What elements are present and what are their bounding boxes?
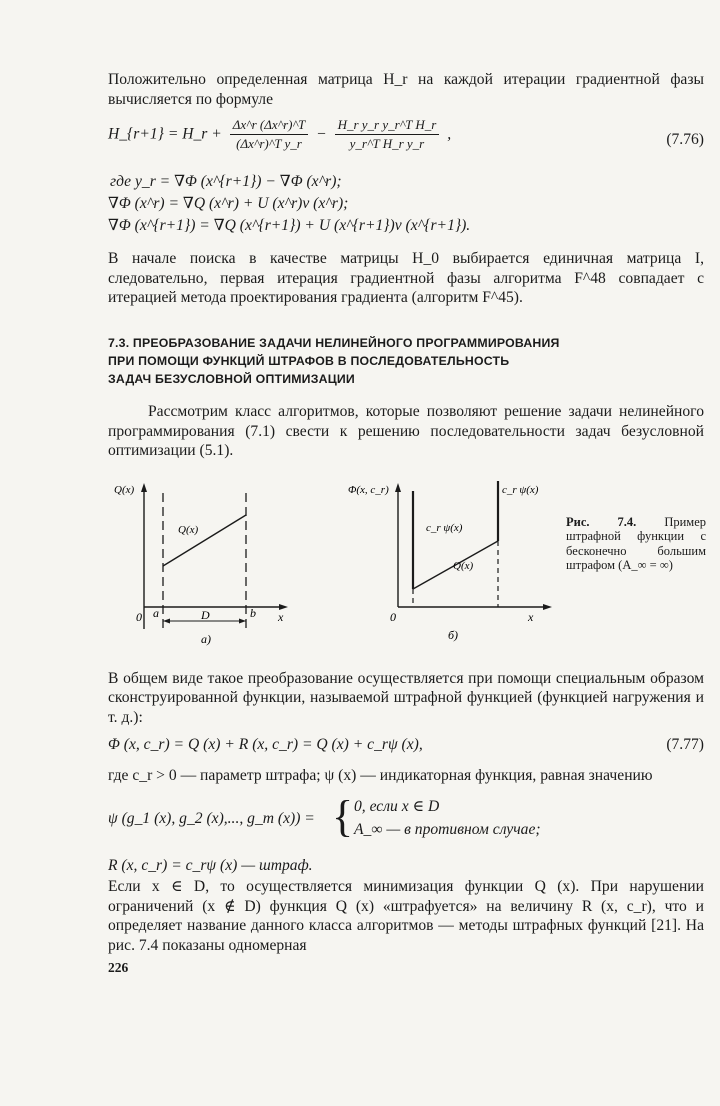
psi-case-1: 0, если x ∈ D	[354, 798, 440, 816]
panel-a-ylabel: Q(x)	[114, 483, 135, 496]
consider-paragraph: Рассмотрим класс алгоритмов, которые позволяют решение задачи нелинейного программирования (7.1) свести к решению последовательности задач безусловной оптимизации (5.1).	[108, 402, 704, 460]
where-line-3: ∇Φ (x^{r+1}) = ∇Q (x^{r+1}) + U (x^{r+1})v (x^{r+1}).	[108, 217, 471, 235]
formula-fraction-1	[230, 117, 309, 152]
formula-minus: −	[316, 125, 327, 143]
panel-a-sublabel: а)	[201, 631, 211, 646]
intro-paragraph: Положительно определенная матрица H_r на каждой итерации градиентной фазы вычисляется по формуле	[108, 71, 704, 108]
figure-caption	[566, 515, 706, 573]
panel-b-right-label: c_r ψ(x)	[502, 483, 539, 496]
parameter-paragraph: где c_r > 0 — параметр штрафа; ψ (x) — индикаторная функция, равная значению	[108, 766, 653, 784]
book-page	[108, 66, 707, 976]
general-paragraph: В общем виде такое преобразование осуществляется при помощи специальным образом сконструированной функции, называемой штрафной функцией (функцией нагружения и т. д.):	[108, 669, 704, 726]
figure-7-4-graphics	[108, 479, 558, 659]
panel-a	[114, 483, 288, 646]
psi-lhs: ψ (g_1 (x), g_2 (x),..., g_m (x)) =	[108, 810, 315, 828]
equation-number-7-76: (7.76)	[666, 131, 704, 149]
where-line-2: ∇Φ (x^r) = ∇Q (x^r) + U (x^r)v (x^r);	[108, 195, 349, 213]
panel-b-sublabel: б)	[448, 627, 459, 642]
where-block	[108, 171, 704, 237]
formula-tail: ,	[447, 125, 452, 143]
psi-case-2: A_∞ — в противном случае;	[354, 821, 541, 839]
panel-a-interval-arrow-left	[163, 618, 170, 623]
caption-label: Рис. 7.4.	[566, 514, 637, 529]
search-start-paragraph: В начале поиска в качестве матрицы H_0 выбирается единичная матрица I, следовательно, первая итерация градиентной фазы алгоритма F^48 совпадает с итерацией метода проектирования градиента (алгоритм F^45).	[108, 250, 704, 307]
psi-brace: {	[332, 792, 354, 842]
where-line-1: где y_r = ∇Φ (x^{r+1}) − ∇Φ (x^r);	[110, 173, 342, 191]
fraction-1-denominator: (Δx^r)^T y_r	[236, 136, 302, 152]
panel-b-curve-label: Q(x)	[453, 559, 474, 572]
fraction-2-numerator: H_r y_r y_r^T H_r	[335, 117, 440, 135]
fraction-1-numerator: Δx^r (Δx^r)^T	[230, 117, 309, 135]
formula-7-77-text: Φ (x, c_r) = Q (x) + R (x, c_r) = Q (x) + c_rψ (x),	[108, 735, 423, 753]
formula-fraction-2	[335, 117, 440, 152]
panel-a-tick-b: b	[250, 605, 256, 620]
penalty-line: R (x, c_r) = c_rψ (x) — штраф.	[108, 857, 313, 875]
panel-b-y-arrow	[395, 483, 401, 492]
formula-lhs: H_{r+1} = H_r +	[108, 125, 222, 143]
final-paragraph: Если x ∈ D, то осуществляется минимизация функции Q (x). При нарушении ограничений (x ∉ D) функция Q (x) «штрафуется» на величину R (x, c_r), что и определяет название данного класса алгоритмов — методы штрафных функций [21]. На рис. 7.4 показаны одномерная	[108, 878, 704, 954]
heading-line-1: 7.3. ПРЕОБРАЗОВАНИЕ ЗАДАЧИ НЕЛИНЕЙНОГО ПРОГРАММИРОВАНИЯ	[108, 335, 560, 350]
section-heading	[108, 334, 704, 388]
panel-b-tick-x: x	[528, 609, 534, 624]
panel-b	[348, 481, 552, 642]
figure-7-4	[108, 479, 707, 659]
panel-a-y-arrow	[141, 483, 147, 492]
panel-b-tick-0: 0	[390, 609, 396, 624]
heading-line-2: ПРИ ПОМОЩИ ФУНКЦИЙ ШТРАФОВ В ПОСЛЕДОВАТЕЛЬНОСТЬ	[108, 353, 510, 368]
panel-a-tick-0: 0	[136, 609, 142, 624]
psi-definition	[108, 792, 704, 847]
formula-7-77	[108, 736, 704, 758]
panel-b-left-label: c_r ψ(x)	[426, 521, 463, 534]
panel-a-curve	[163, 515, 246, 566]
panel-a-interval-label: D	[201, 607, 210, 622]
caption-text: Пример штрафной функции с бесконечно большим штрафом (A_∞ = ∞)	[566, 514, 707, 573]
fraction-2-denominator: y_r^T H_r y_r	[349, 136, 425, 152]
panel-b-x-arrow	[543, 604, 552, 610]
formula-7-76	[108, 117, 704, 167]
panel-b-ylabel: Φ(x, c_r)	[348, 483, 389, 496]
panel-a-tick-a: a	[153, 605, 159, 620]
page-number: 226	[108, 959, 129, 975]
equation-number-7-77: (7.77)	[666, 735, 704, 753]
heading-line-3: ЗАДАЧ БЕЗУСЛОВНОЙ ОПТИМИЗАЦИИ	[108, 371, 355, 386]
panel-a-curve-label: Q(x)	[178, 523, 199, 536]
panel-a-interval-arrow-right	[239, 618, 246, 623]
panel-a-tick-x: x	[278, 609, 284, 624]
